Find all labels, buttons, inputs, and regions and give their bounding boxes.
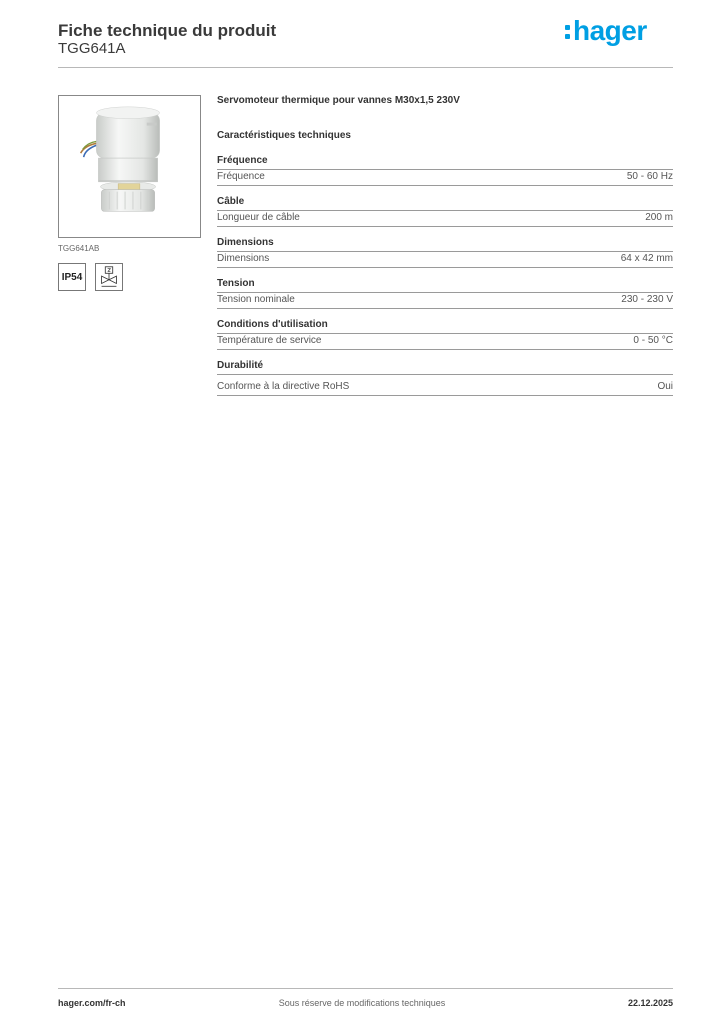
logo-dots-icon — [565, 20, 572, 40]
spec-value: 230 - 230 V — [621, 294, 673, 305]
spec-row — [217, 293, 673, 309]
spec-group-title: Câble — [217, 196, 673, 211]
spec-value: 0 - 50 °C — [633, 335, 673, 346]
spec-label: Tension nominale — [217, 294, 295, 305]
page-title: Fiche technique du produit — [58, 21, 277, 40]
spec-value: 200 m — [645, 212, 673, 223]
spec-section — [217, 94, 673, 406]
header-divider — [58, 67, 673, 68]
footer-divider — [58, 988, 673, 989]
spec-group-conditions — [217, 319, 673, 350]
spec-label: Longueur de câble — [217, 212, 300, 223]
spec-label: Température de service — [217, 335, 322, 346]
product-reference: TGG641A — [58, 40, 126, 57]
spec-group-voltage — [217, 278, 673, 309]
hager-logo[interactable] — [565, 14, 647, 48]
spec-row — [217, 380, 673, 396]
spec-group-title: Tension — [217, 278, 673, 293]
spec-value: Oui — [657, 381, 673, 392]
spec-value: 64 x 42 mm — [620, 253, 673, 264]
spec-group-dimensions — [217, 237, 673, 268]
spec-label: Conforme à la directive RoHS — [217, 381, 350, 392]
spec-group-title: Dimensions — [217, 237, 673, 252]
footer-website-link[interactable]: hager.com/fr-ch — [58, 998, 126, 1008]
logo-text: hager — [573, 15, 647, 46]
footer-notice: Sous réserve de modifications techniques — [278, 998, 446, 1008]
product-image — [58, 95, 201, 238]
footer-date: 22.12.2025 — [627, 998, 673, 1008]
spec-group-frequency — [217, 155, 673, 186]
product-description: Servomoteur thermique pour vannes M30x1,5 230V — [217, 95, 460, 106]
valve-actuator-symbol-icon — [95, 263, 123, 291]
spec-group-durability — [217, 360, 673, 396]
ip54-badge: IP54 — [58, 263, 86, 291]
spec-row — [217, 252, 673, 268]
spec-label: Fréquence — [217, 171, 265, 182]
spec-value: 50 - 60 Hz — [626, 171, 673, 182]
spec-group-title: Durabilité — [217, 360, 673, 375]
spec-group-cable — [217, 196, 673, 227]
spec-label: Dimensions — [217, 253, 270, 264]
spec-heading: Caractéristiques techniques — [217, 130, 351, 141]
spec-group-title: Fréquence — [217, 155, 673, 170]
spec-row — [217, 334, 673, 350]
spec-row — [217, 211, 673, 227]
spec-group-title: Conditions d'utilisation — [217, 319, 673, 334]
image-caption: TGG641AB — [58, 244, 100, 253]
spec-row — [217, 170, 673, 186]
thermal-actuator-product-photo — [59, 96, 200, 237]
